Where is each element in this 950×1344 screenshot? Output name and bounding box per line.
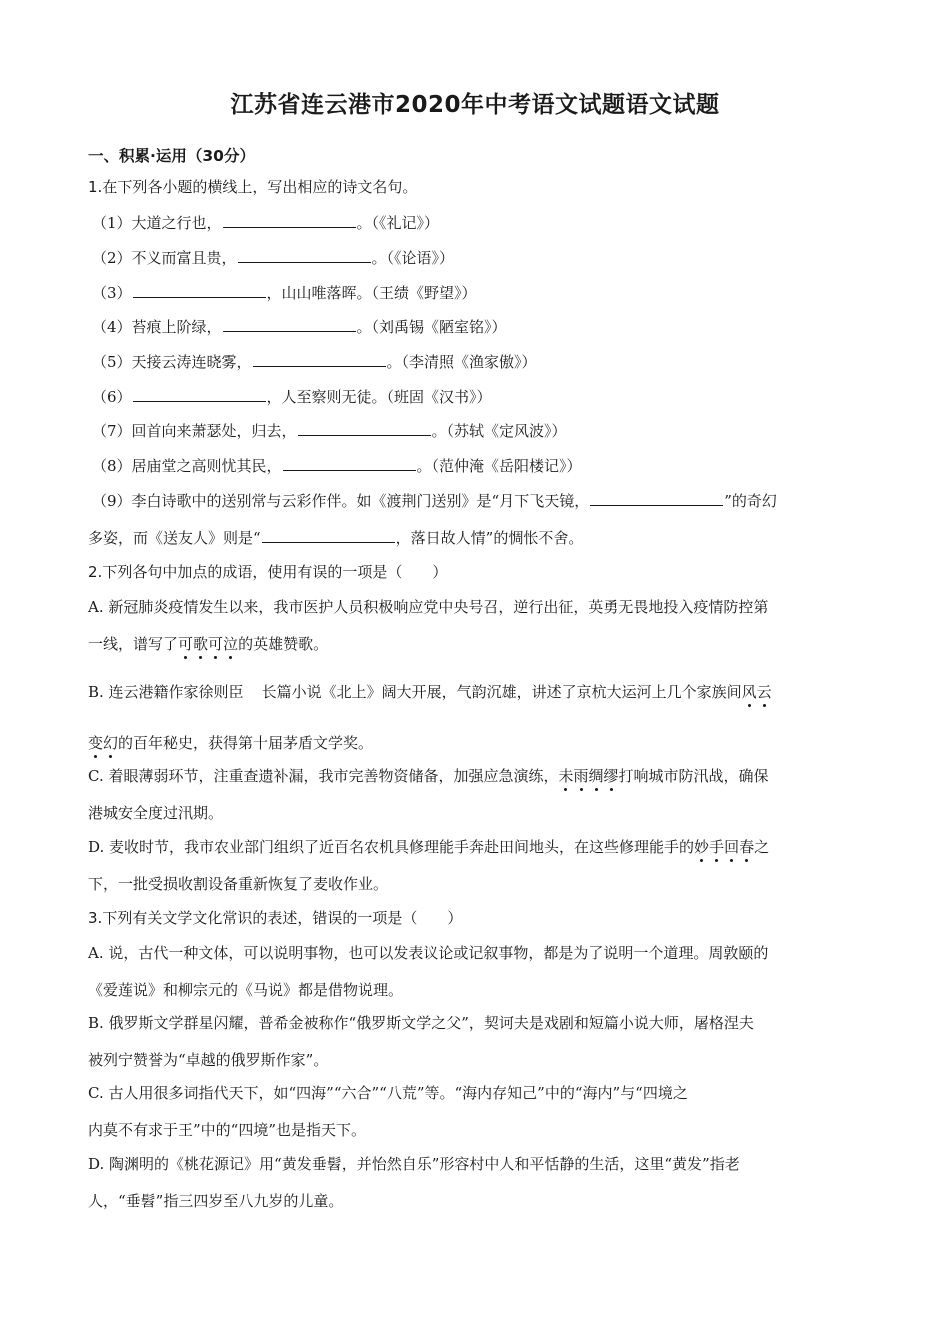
answer-blank[interactable] xyxy=(223,212,356,228)
dotted-char: 绸 xyxy=(588,767,604,785)
option-text: A. 说，古代一种文体，可以说明事物，也可以发表议论或记叙事物，都是为了说明一个道理。周敦颐的 xyxy=(88,944,769,962)
question-text: 下列有关文学文化常识的表述，错误的一项是（ ） xyxy=(102,909,463,927)
option-text: B. 俄罗斯文学群星闪耀，普希金被称作“俄罗斯文学之父”，契诃夫是戏剧和短篇小说大师，屠格涅夫 xyxy=(88,1014,754,1032)
question-number: 3. xyxy=(88,909,103,927)
q3-option-b-line1 xyxy=(88,1013,858,1033)
item-prefix: （1）大道之行也， xyxy=(92,214,222,232)
poem-item-5 xyxy=(92,351,862,372)
q2-option-c-line1 xyxy=(88,766,858,786)
option-text: C. 着眼薄弱环节，注重查遗补漏，我市完善物资储备，加强应急演练， xyxy=(88,767,559,785)
question-2-stem xyxy=(88,562,858,582)
option-text: 的英雄赞歌。 xyxy=(238,635,329,653)
item-suffix: 。（范仲淹《岳阳楼记》） xyxy=(416,457,582,475)
poem-item-8 xyxy=(92,455,862,476)
q3-option-d-line1 xyxy=(88,1154,858,1174)
dotted-char: 未 xyxy=(558,767,574,785)
answer-blank[interactable] xyxy=(238,247,371,263)
option-text: 《爱莲说》和柳宗元的《马说》都是借物说理。 xyxy=(88,981,404,999)
dotted-char: 风 xyxy=(741,683,757,701)
dotted-char: 可 xyxy=(208,635,224,653)
item-prefix: （4）苔痕上阶绿， xyxy=(92,318,222,336)
answer-blank[interactable] xyxy=(133,282,266,298)
answer-blank[interactable] xyxy=(253,351,386,367)
item-suffix: ，山山唯落晖。（王绩《野望》） xyxy=(266,284,477,302)
answer-blank[interactable] xyxy=(133,386,266,402)
option-text: 之 xyxy=(754,838,770,856)
poem-item-1 xyxy=(92,212,862,233)
option-text: B. 连云港籍作家徐则臣 xyxy=(88,683,244,701)
poem-item-7 xyxy=(92,420,862,441)
poem-item-2 xyxy=(92,247,862,268)
option-text: 内莫不有求于王”中的“四境”也是指天下。 xyxy=(88,1121,367,1139)
dotted-char: 歌 xyxy=(193,635,209,653)
item-prefix: （7）回首向来萧瑟处，归去， xyxy=(92,422,297,440)
item-prefix: （6） xyxy=(92,388,132,406)
dotted-char: 回 xyxy=(724,838,740,856)
q2-option-c-line2 xyxy=(88,803,858,823)
dotted-char: 缪 xyxy=(603,767,619,785)
option-text: 的百年秘史，获得第十届茅盾文学奖。 xyxy=(118,734,374,752)
answer-blank[interactable] xyxy=(223,316,356,332)
q3-option-b-line2 xyxy=(88,1050,858,1070)
item-suffix: 。（《礼记》） xyxy=(356,214,440,232)
poem-item-6 xyxy=(92,386,862,407)
item-suffix: ，人至察则无徒。（班固《汉书》） xyxy=(266,388,492,406)
dotted-char: 雨 xyxy=(573,767,589,785)
option-text: 下，一批受损收割设备重新恢复了麦收作业。 xyxy=(88,875,389,893)
dotted-char: 春 xyxy=(739,838,755,856)
dotted-char: 泣 xyxy=(223,635,239,653)
item-suffix: 。（李清照《渔家傲》） xyxy=(386,353,537,371)
answer-blank[interactable] xyxy=(590,490,723,506)
q2-option-d-line2 xyxy=(88,874,858,894)
question-text: 在下列各小题的横线上，写出相应的诗文名句。 xyxy=(102,178,418,196)
dotted-char: 可 xyxy=(178,635,194,653)
item-prefix: （8）居庙堂之高则忧其民， xyxy=(92,457,282,475)
option-text: D. 麦收时节，我市农业部门组织了近百名农机具修理能手奔赴田间地头，在这些修理能手的 xyxy=(88,838,695,856)
question-text: 下列各句中加点的成语，使用有误的一项是（ ） xyxy=(102,563,448,581)
question-3-stem xyxy=(88,908,858,928)
dotted-char: 云 xyxy=(756,683,772,701)
poem-item-3 xyxy=(92,282,862,303)
option-text: 港城安全度过汛期。 xyxy=(88,804,224,822)
item-prefix: 多姿，而《送友人》则是“ xyxy=(88,529,261,547)
option-text: D. 陶渊明的《桃花源记》用“黄发垂髫，并怡然自乐”形容村中人和平恬静的生活，这里“黄发”指老 xyxy=(88,1155,740,1173)
item-suffix: 。（《论语》） xyxy=(371,249,455,267)
section-heading: 一、积累·运用（30分） xyxy=(88,147,255,165)
q3-option-d-line2 xyxy=(88,1191,858,1211)
q2-option-d-line1 xyxy=(88,837,858,857)
q3-option-c-line2 xyxy=(88,1120,858,1140)
q2-option-a-line1 xyxy=(88,597,858,617)
option-text: 长篇小说《北上》阔大开展，气韵沉雄，讲述了京杭大运河上几个家族间 xyxy=(261,683,742,701)
option-text: 被列宁赞誉为“卓越的俄罗斯作家”。 xyxy=(88,1051,329,1069)
item-suffix: 。（苏轼《定风波》） xyxy=(431,422,567,440)
dotted-char: 幻 xyxy=(103,734,119,752)
dotted-char: 变 xyxy=(88,734,104,752)
item-prefix: （5）天接云涛连晓雾， xyxy=(92,353,252,371)
dotted-char: 妙 xyxy=(694,838,710,856)
item-prefix: （3） xyxy=(92,284,132,302)
q2-option-a-line2 xyxy=(88,634,858,654)
q2-option-b-line1 xyxy=(88,682,858,702)
answer-blank[interactable] xyxy=(262,527,395,543)
q3-option-c-line1 xyxy=(88,1083,858,1103)
question-1-stem xyxy=(88,177,858,197)
answer-blank[interactable] xyxy=(298,420,431,436)
question-number: 1. xyxy=(88,178,103,196)
q2-option-b-line2 xyxy=(88,733,858,753)
question-number: 2. xyxy=(88,563,103,581)
option-text: 人，“垂髫”指三四岁至八九岁的儿童。 xyxy=(88,1192,344,1210)
option-text: 一线，谱写了 xyxy=(88,635,179,653)
poem-item-4 xyxy=(92,316,862,337)
item-suffix: 。（刘禹锡《陋室铭》） xyxy=(356,318,507,336)
poem-item-9-line1 xyxy=(92,490,862,511)
dotted-char: 手 xyxy=(709,838,725,856)
item-suffix: ”的奇幻 xyxy=(724,492,777,510)
option-text: C. 古人用很多词指代天下，如“四海”“六合”“八荒”等。“海内存知己”中的“海内”与“四境之 xyxy=(88,1084,688,1102)
q3-option-a-line2 xyxy=(88,980,858,1000)
page-title: 江苏省连云港市2020年中考语文试题语文试题 xyxy=(230,92,720,118)
option-text: A. 新冠肺炎疫情发生以来，我市医护人员积极响应党中央号召，逆行出征，英勇无畏地投入疫情防控第 xyxy=(88,598,769,616)
q3-option-a-line1 xyxy=(88,943,858,963)
poem-item-9-line2 xyxy=(88,527,858,548)
item-suffix: ，落日故人情”的惆怅不舍。 xyxy=(395,529,584,547)
answer-blank[interactable] xyxy=(283,455,416,471)
option-text: 打响城市防汛战，确保 xyxy=(618,767,769,785)
item-prefix: （9）李白诗歌中的送别常与云彩作伴。如《渡荆门送别》是“月下飞天镜， xyxy=(92,492,590,510)
item-prefix: （2）不义而富且贵， xyxy=(92,249,237,267)
